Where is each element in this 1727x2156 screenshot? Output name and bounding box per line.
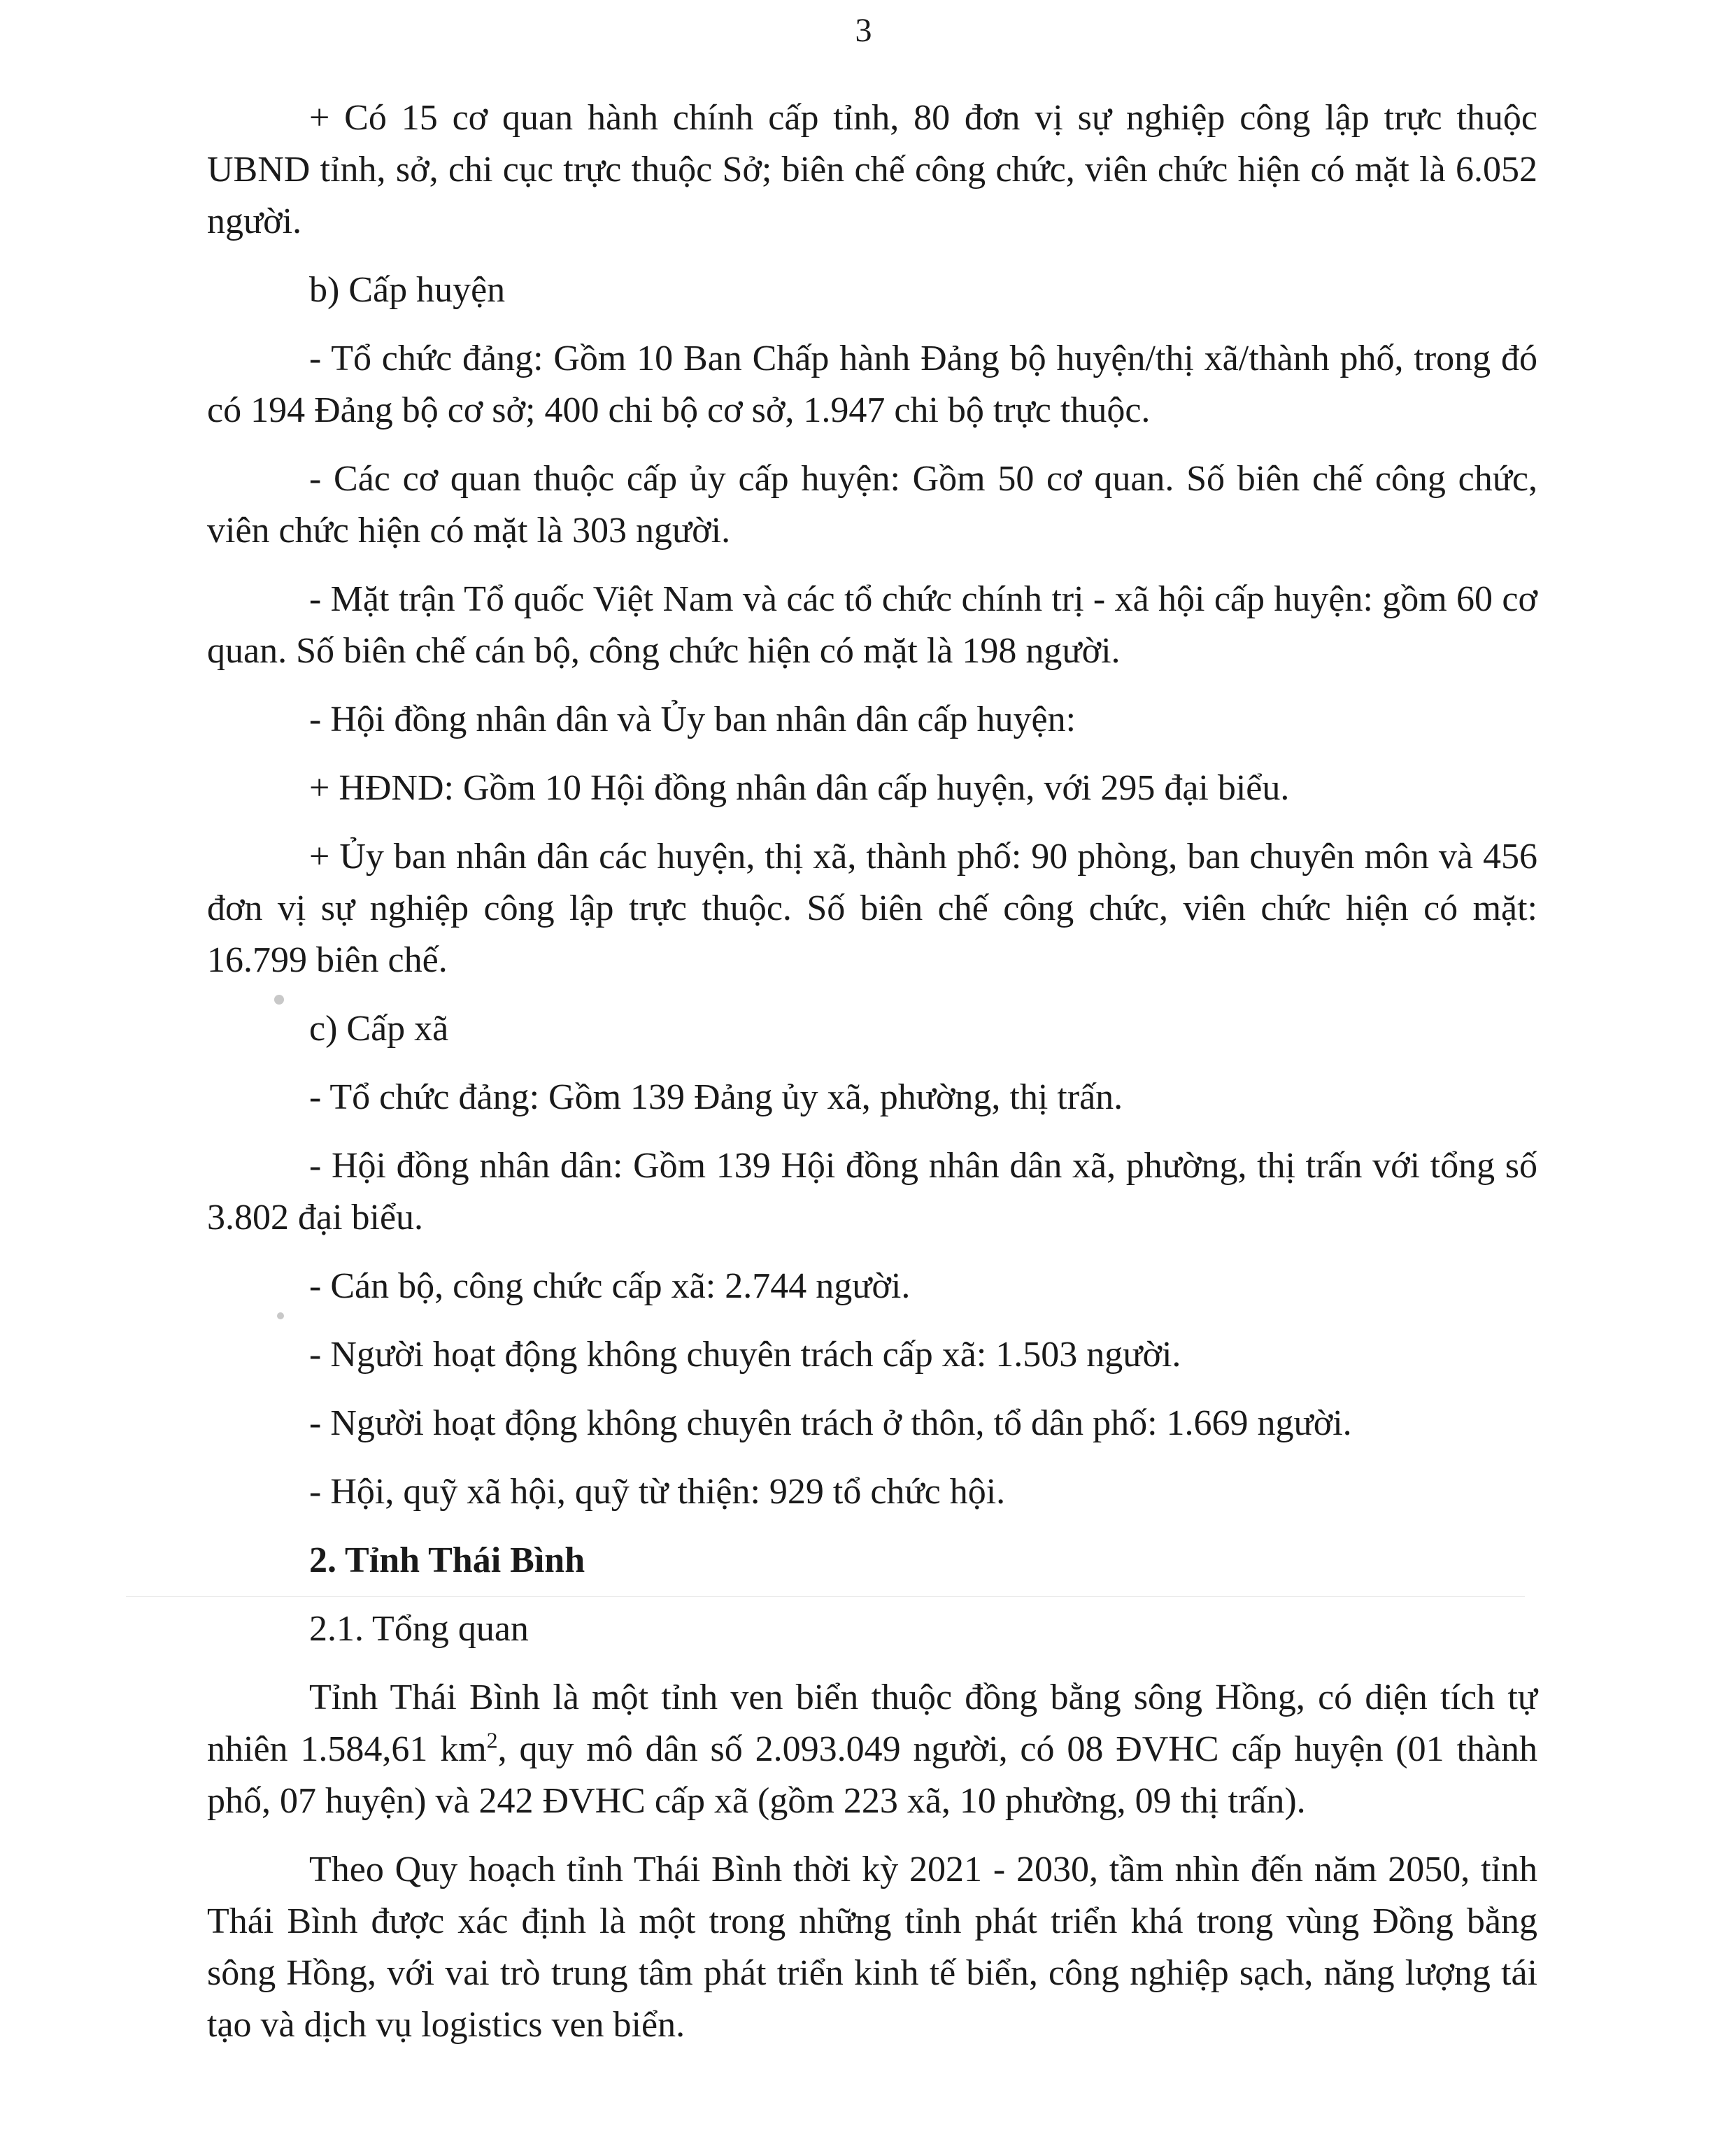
- paragraph-district-hdnd: + HĐND: Gồm 10 Hội đồng nhân dân cấp huyện, với 295 đại biểu.: [309, 768, 1290, 808]
- page-number: 3: [855, 12, 872, 49]
- paragraph-commune-party: - Tổ chức đảng: Gồm 139 Đảng ủy xã, phường, thị trấn.: [309, 1077, 1123, 1117]
- subsection-heading: 2.1. Tổng quan: [309, 1609, 529, 1649]
- document-body: [207, 92, 1537, 2068]
- paragraph-district-front: - Mặt trận Tổ quốc Việt Nam và các tổ chức chính trị - xã hội cấp huyện: gồm 60 cơ quan. Số biên chế cán bộ, công chức hiện có mặt là 198 người.: [207, 579, 1537, 671]
- paragraph-district-councils: - Hội đồng nhân dân và Ủy ban nhân dân cấp huyện:: [309, 700, 1076, 739]
- area-superscript: 2: [486, 1727, 498, 1753]
- paragraph-commune-officials: - Cán bộ, công chức cấp xã: 2.744 người.: [309, 1266, 911, 1306]
- paragraph-district-ubnd: + Ủy ban nhân dân các huyện, thị xã, thành phố: 90 phòng, ban chuyên môn và 456 đơn vị sự nghiệp công lập trực thuộc. Số biên chế công chức, viên chức hiện có mặt: 16.799 biên chế.: [207, 837, 1537, 980]
- paragraph-associations: - Hội, quỹ xã hội, quỹ từ thiện: 929 tổ chức hội.: [309, 1472, 1006, 1512]
- heading-district-level: b) Cấp huyện: [309, 270, 506, 310]
- overview-text-part1: Tỉnh Thái Bình là một tỉnh ven biển thuộc đồng bằng sông Hồng, có diện tích tự nhiên 1.584,61 km: [207, 1678, 1537, 1769]
- paragraph-district-party-agencies: - Các cơ quan thuộc cấp ủy cấp huyện: Gồm 50 cơ quan. Số biên chế công chức, viên chức hiện có mặt là 303 người.: [207, 459, 1537, 551]
- heading-commune-level: c) Cấp xã: [309, 1009, 449, 1049]
- paragraph-overview: [207, 1672, 1537, 1827]
- paragraph-planning: Theo Quy hoạch tỉnh Thái Bình thời kỳ 2021 - 2030, tầm nhìn đến năm 2050, tỉnh Thái Bình được xác định là một trong những tỉnh phát triển khá trong vùng Đồng bằng sông Hồng, với vai trò trung tâm phát triển kinh tế biển, công nghiệp sạch, năng lượng tái tạo và dịch vụ logistics ven biển.: [207, 1850, 1537, 2045]
- paragraph-village-part-time: - Người hoạt động không chuyên trách ở thôn, tổ dân phố: 1.669 người.: [309, 1403, 1352, 1443]
- paragraph-district-party: - Tổ chức đảng: Gồm 10 Ban Chấp hành Đảng bộ huyện/thị xã/thành phố, trong đó có 194 Đảng bộ cơ sở; 400 chi bộ cơ sở, 1.947 chi bộ trực thuộc.: [207, 339, 1537, 430]
- overview-text-part2: , quy mô dân số 2.093.049 người, có 08 ĐVHC cấp huyện (01 thành phố, 07 huyện) và 242 ĐVHC cấp xã (gồm 223 xã, 10 phường, 09 thị trấn).: [207, 1729, 1537, 1821]
- section-heading: 2. Tỉnh Thái Bình: [309, 1540, 585, 1580]
- paragraph-commune-part-time: - Người hoạt động không chuyên trách cấp xã: 1.503 người.: [309, 1335, 1181, 1375]
- paragraph-provincial-agencies: + Có 15 cơ quan hành chính cấp tỉnh, 80 đơn vị sự nghiệp công lập trực thuộc UBND tỉnh, sở, chi cục trực thuộc Sở; biên chế công chức, viên chức hiện có mặt là 6.052 người.: [207, 98, 1537, 241]
- paragraph-commune-council: - Hội đồng nhân dân: Gồm 139 Hội đồng nhân dân xã, phường, thị trấn với tổng số 3.802 đại biểu.: [207, 1146, 1537, 1237]
